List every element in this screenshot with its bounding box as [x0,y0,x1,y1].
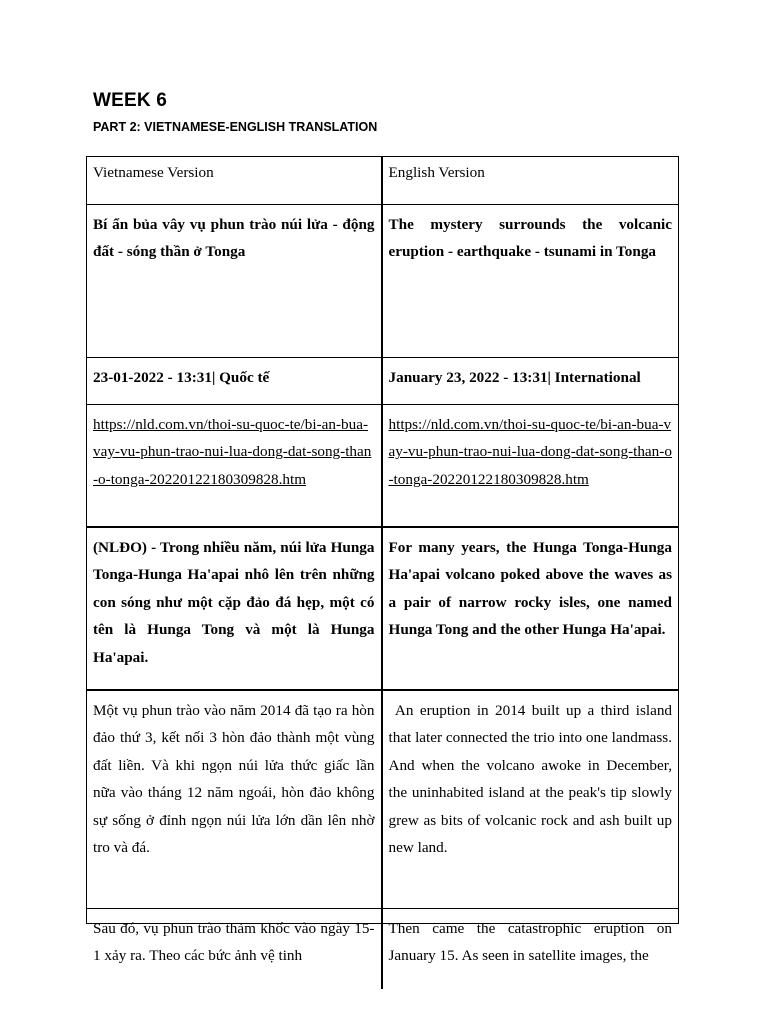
paragraph-2-vietnamese: Sau đó, vụ phun trào thảm khốc vào ngày 15-1 xảy ra. Theo các bức ảnh vệ tinh [87,909,383,989]
intro-english: For many years, the Hunga Tonga-Hunga Ha'apai volcano poked above the waves as a pair of narrow rocky isles, one named Hunga Tong and the other Hunga Ha'apai. [388,539,672,639]
paragraph-2-english: Then came the catastrophic eruption on January 15. As seen in satellite images, the [388,920,672,965]
paragraph-1-english: An eruption in 2014 built up a third island that later connected the trio into one landmass. And when the volcano awoke in December, the uninhabited island at the peak's tip slowly grew as bits of volcanic rock and ash built up new land. [388,702,676,857]
table-row-source-link [87,405,678,528]
document-title: WEEK 6 [93,90,168,111]
title-vietnamese: Bí ẩn bủa vây vụ phun trào núi lửa - động đất - sóng thần ở Tonga [87,205,383,357]
document-subtitle: PART 2: VIETNAMESE-ENGLISH TRANSLATION [93,120,378,134]
translation-table [86,156,679,965]
source-link-vietnamese[interactable]: https://nld.com.vn/thoi-su-quoc-te/bi-an-bua-vay-vu-phun-trao-nui-lua-dong-dat-song-than-o-tonga-20220122180309828.htm [87,405,383,526]
table-row-intro [87,528,678,691]
table-row-paragraph-2 [87,909,678,989]
table-header-row [87,157,678,205]
title-english: The mystery surrounds the volcanic eruption - earthquake - tsunami in Tonga [388,216,672,261]
intro-vietnamese: (NLĐO) - Trong nhiều năm, núi lửa Hunga Tonga-Hunga Ha'apai nhô lên trên những con sóng như một cặp đảo đá hẹp, một có tên là Hunga Tong và một là Hunga Ha'apai. [87,528,383,689]
paragraph-1-vietnamese: Một vụ phun trào vào năm 2014 đã tạo ra hòn đảo thứ 3, kết nối 3 hòn đảo thành một vùng đất liền. Và khi ngọn núi lửa thức giấc lần nữa vào tháng 12 năm ngoái, hòn đảo không sự sống ở đỉnh ngọn núi lửa lớn dần lên nhờ tro và đá. [87,691,383,908]
date-english: January 23, 2022 - 13:31| International [388,369,641,386]
table-row-paragraph-1 [87,691,678,909]
header-vietnamese: Vietnamese Version [87,157,383,204]
source-link-english[interactable]: https://nld.com.vn/thoi-su-quoc-te/bi-an-bua-vay-vu-phun-trao-nui-lua-dong-dat-song-than-o-tonga-20220122180309828.htm [388,416,672,488]
table-row-date [87,358,678,405]
table-row-title [87,205,678,358]
date-vietnamese: 23-01-2022 - 13:31| Quốc tế [87,358,383,404]
header-english: English Version [388,164,485,181]
